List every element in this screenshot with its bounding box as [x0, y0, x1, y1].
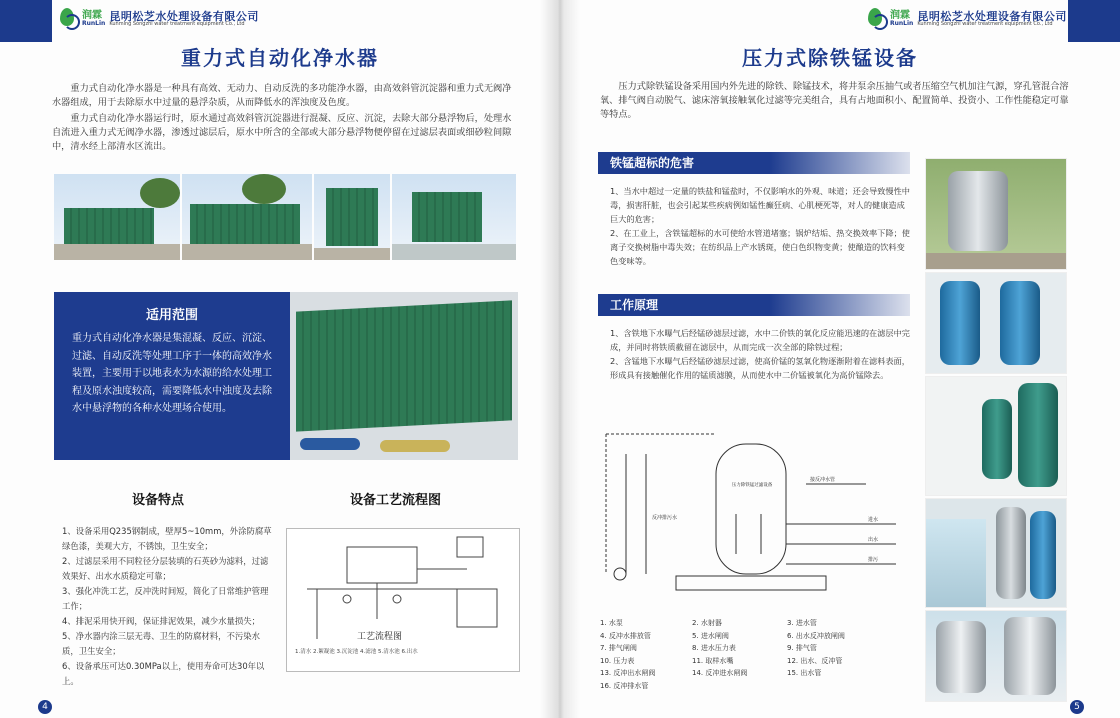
corner-tab-left	[0, 0, 52, 42]
process-flow-diagram	[286, 528, 520, 672]
feature-item: 3、强化冲洗工艺，反冲洗时间短，简化了日常维护管理工作；	[62, 586, 269, 611]
intro-paragraph-1: 重力式自动化净水器是一种具有高效、无动力、自动反洗的多功能净水器，由高效斜管沉淀器和重力式无阀净水器组成，用于去除原水中过量的悬浮杂质，从而降低水的浑浊度及色度。	[52, 83, 512, 108]
logo-cn: 润霖	[82, 10, 102, 21]
legend-item: 5. 进水闸阀	[692, 631, 729, 640]
logo-en: RunLin	[890, 20, 914, 27]
equipment-photo-4	[925, 498, 1067, 608]
legend-item: 4. 反冲水排放管	[600, 631, 651, 640]
scope-text: 重力式自动化净水器是集混凝、反应、沉淀、过滤、自动反洗等处理工序于一体的高效净水装置，主要用于以地表水为水源的给水处理工程及原水浊度较高，需要降低水中浊度及去除水中悬浮物的各种水处理场合使用。	[72, 333, 272, 414]
legend-item: 1. 水泵	[600, 619, 623, 627]
logo-cn: 润霖	[890, 10, 910, 21]
page-number-right: 5	[1070, 700, 1084, 714]
backwash-in-label: 接反冲水管	[810, 477, 836, 483]
drain-label: 排污	[868, 557, 879, 563]
equipment-photo-3	[925, 376, 1067, 496]
hazard-heading: 铁锰超标的危害	[598, 152, 910, 174]
company-name-en: Kunming Songzhi water treatment equipment Co., Ltd	[109, 21, 245, 28]
principle-item: 2、含锰地下水曝气后经锰砂滤层过滤，使高价锰的氢氧化物逐渐附着在滤料表面，形成具有接触催化作用的锰质滤膜，从而使水中二价锰被氧化为高价锰除去。	[610, 356, 910, 380]
legend-item: 7. 排气闸阀	[600, 644, 637, 652]
outlet-label: 出水	[868, 537, 879, 543]
legend-item: 12. 出水、反冲管	[787, 656, 843, 665]
features-heading: 设备特点	[132, 493, 185, 508]
droplet-logo-icon	[866, 8, 886, 30]
logo-en: RunLin	[82, 20, 106, 27]
page-number-left: 4	[38, 700, 52, 714]
company-name-cn: 昆明松芝水处理设备有限公司	[109, 9, 259, 23]
hazard-item: 1、当水中超过一定量的铁盐和锰盐时，不仅影响水的外观、味道；还会导致慢性中毒，损害肝脏，也会引起某些疾病例如锰性癫狂病、心肌梗死等，对人的健康造成巨大的危害；	[610, 186, 910, 224]
flow-legend: 1.清水 2.絮凝池 3.沉淀池 4.滤池 5.清水池 6.出水	[295, 649, 418, 655]
product-photo-4	[392, 174, 516, 260]
flow-caption: 工艺流程图	[357, 632, 403, 642]
intro-paragraph: 压力式除铁锰设备采用国内外先进的除铁、除锰技术，将井泵余压抽气或者压缩空气机加注气源，穿孔管混合溶氧、排气阀自动脱气、滤床溶氧接触氧化过滤等完美组合，具有占地面积小、配置简单、投资小、工作性能稳定可靠等特点。	[600, 81, 1069, 120]
schematic-legend	[600, 617, 877, 692]
legend-item: 13. 反冲出水闸阀	[600, 669, 656, 677]
principle-item: 1、含铁地下水曝气后经锰砂滤层过滤，水中二价铁的氧化反应能迅速的在滤层中完成，并同时将铁质截留在滤层中，从而完成一次全部的除铁过程；	[610, 328, 910, 352]
legend-item: 14. 反冲进水闸阀	[692, 669, 748, 677]
feature-item: 2、过滤层采用不同粒径分层装填的石英砂为滤料，过滤效果好、出水水质稳定可靠；	[62, 556, 269, 581]
principle-heading: 工作原理	[598, 294, 910, 316]
product-photo-3	[314, 174, 390, 260]
legend-item: 8. 进水压力表	[692, 644, 736, 652]
hazard-item: 2、在工业上，含铁锰超标的水可使给水管道堵塞；锅炉结垢、热交换效率下降；使离子交换树脂中毒失效；在纺织品上产水锈斑，使白色织物变黄；使酿造的饮料变色变味等。	[610, 228, 910, 266]
legend-item: 11. 取样水嘴	[692, 656, 734, 665]
principle-list	[610, 326, 910, 382]
company-name-en: Kunming Songzhi water treatment equipment Co., Ltd	[917, 21, 1053, 28]
company-name-cn: 昆明松芝水处理设备有限公司	[917, 9, 1067, 23]
legend-item: 6. 出水反冲放闸阀	[787, 631, 845, 640]
legend-item: 16. 反冲排水管	[600, 681, 649, 690]
intro-paragraph-2: 重力式自动化净水器运行时，原水通过高效斜管沉淀器进行混凝、反应、沉淀，去除大部分悬浮物后，处理水自流进入重力式无阀净水器，渗透过滤层后，原水中所含的全部或大部分悬浮物便停留在过滤层表面或细砂粒间隙中，清水经上部清水区流出。	[52, 113, 512, 152]
scope-title: 适用范围	[145, 308, 198, 323]
features-list	[62, 524, 274, 689]
equipment-photo-2	[925, 272, 1067, 374]
equipment-photo-1	[925, 158, 1067, 270]
product-photo-1	[54, 174, 180, 260]
large-product-photo	[290, 292, 518, 460]
page-title: 压力式除铁锰设备	[742, 46, 918, 70]
legend-item: 2. 水射器	[692, 619, 722, 627]
product-photo-2	[182, 174, 312, 260]
equipment-photo-5	[925, 610, 1067, 702]
legend-item: 3. 进水管	[787, 619, 817, 627]
backwash-label: 反冲排污水	[652, 515, 678, 521]
tank-label: 压力除铁锰过滤设备	[731, 483, 773, 488]
feature-item: 6、设备承压可达0.30MPa以上，使用寿命可达30年以上。	[62, 661, 265, 686]
feature-item: 1、设备采用Q235钢制成，壁厚5~10mm，外涂防腐草绿色漆，美观大方，不锈蚀，卫生安全；	[62, 526, 272, 551]
inlet-label: 进水	[868, 517, 879, 523]
legend-item: 9. 排气管	[787, 644, 817, 652]
scope-box	[54, 292, 290, 460]
brand-header-right	[866, 8, 1067, 30]
flow-heading: 设备工艺流程图	[350, 493, 442, 508]
page-title: 重力式自动化净水器	[181, 46, 379, 70]
legend-item: 15. 出水管	[787, 669, 822, 677]
feature-item: 4、排泥采用快开阀，保证排泥效果，减少水量损失；	[62, 616, 260, 626]
legend-item: 10. 压力表	[600, 656, 635, 665]
hazard-list	[610, 184, 910, 268]
corner-tab-right	[1068, 0, 1120, 42]
brand-header-left	[58, 8, 259, 30]
droplet-logo-icon	[58, 8, 78, 30]
iron-manganese-schematic	[596, 424, 916, 614]
feature-item: 5、净水器内涂三层无毒、卫生的防腐材料，不污染水质，卫生安全；	[62, 631, 260, 656]
